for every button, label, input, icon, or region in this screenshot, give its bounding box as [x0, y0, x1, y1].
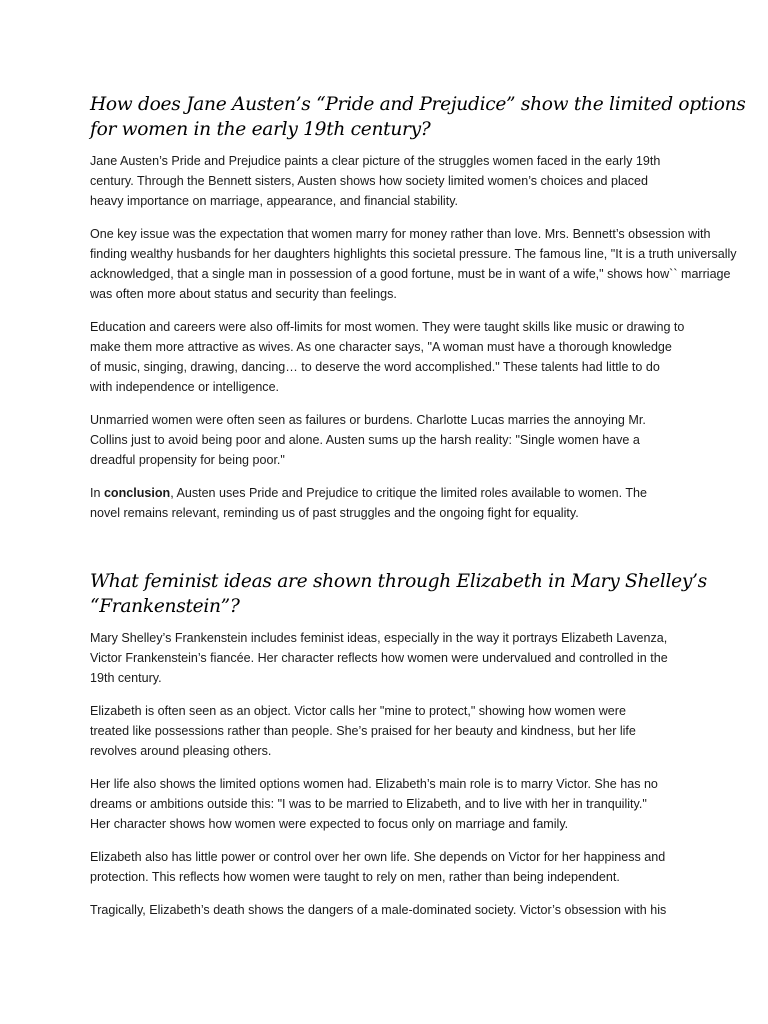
conclusion-prefix: In	[90, 486, 104, 500]
section1-paragraph-1: Jane Austen’s Pride and Prejudice paints a clear picture of the struggles women faced in the early 19th century. Through the Bennett sisters, Austen shows how society limited women’s choices and placed heavy importance on marriage, appearance, and financial stability.	[90, 154, 661, 208]
section1-paragraph-5	[90, 483, 660, 523]
document-page	[90, 92, 750, 933]
section1-title: How does Jane Austen’s “Pride and Prejudice” show the limited options for women in the early 19th century?	[90, 94, 746, 140]
section2-paragraph-5: Tragically, Elizabeth’s death shows the dangers of a male-dominated society. Victor’s obsession with his	[90, 903, 667, 917]
conclusion-rest: , Austen uses Pride and Prejudice to critique the limited roles available to women. The novel remains relevant, reminding us of past struggles and the ongoing fight for equality.	[90, 486, 647, 520]
conclusion-bold-word: conclusion	[103, 486, 171, 500]
section1-paragraph-2: One key issue was the expectation that women marry for money rather than love. Mrs. Bennett’s obsession with finding wealthy husbands for her daughters highlights this societal pressure. The famous line, "It is a truth universally acknowledged, that a single man in possession of a good fortune, must be in want of a wife," shows how`` marriage was often more about status and security than feelings.	[90, 227, 737, 301]
section1-paragraph-3: Education and careers were also off-limits for most women. They were taught skills like music or drawing to make them more attractive as wives. As one character says, "A woman must have a thorough knowledge of music, singing, drawing, dancing… to deserve the word accomplished." These talents had little to do with independence or intelligence.	[90, 320, 685, 394]
section2-paragraph-2: Elizabeth is often seen as an object. Victor calls her "mine to protect," showing how women were treated like possessions rather than people. She’s praised for her beauty and kindness, but her life revolves around pleasing others.	[90, 704, 636, 758]
section2-title: What feminist ideas are shown through Elizabeth in Mary Shelley’s “Frankenstein”?	[90, 571, 707, 617]
section1-paragraph-4: Unmarried women were often seen as failures or burdens. Charlotte Lucas marries the annoying Mr. Collins just to avoid being poor and alone. Austen sums up the harsh reality: "Single women have a dreadful propensity for being poor."	[90, 413, 646, 467]
section2-paragraph-1: Mary Shelley’s Frankenstein includes feminist ideas, especially in the way it portrays Elizabeth Lavenza, Victor Frankenstein’s fiancée. Her character reflects how women were undervalued and controlled in the 19th century.	[90, 631, 668, 685]
section2-paragraph-3: Her life also shows the limited options women had. Elizabeth’s main role is to marry Victor. She has no dreams or ambitions outside this: "I was to be married to Elizabeth, and to live with her in tranquility." Her character shows how women were expected to focus only on marriage and family.	[90, 777, 658, 831]
section2-paragraph-4: Elizabeth also has little power or control over her own life. She depends on Victor for her happiness and protection. This reflects how women were taught to rely on men, rather than being independent.	[90, 850, 666, 884]
